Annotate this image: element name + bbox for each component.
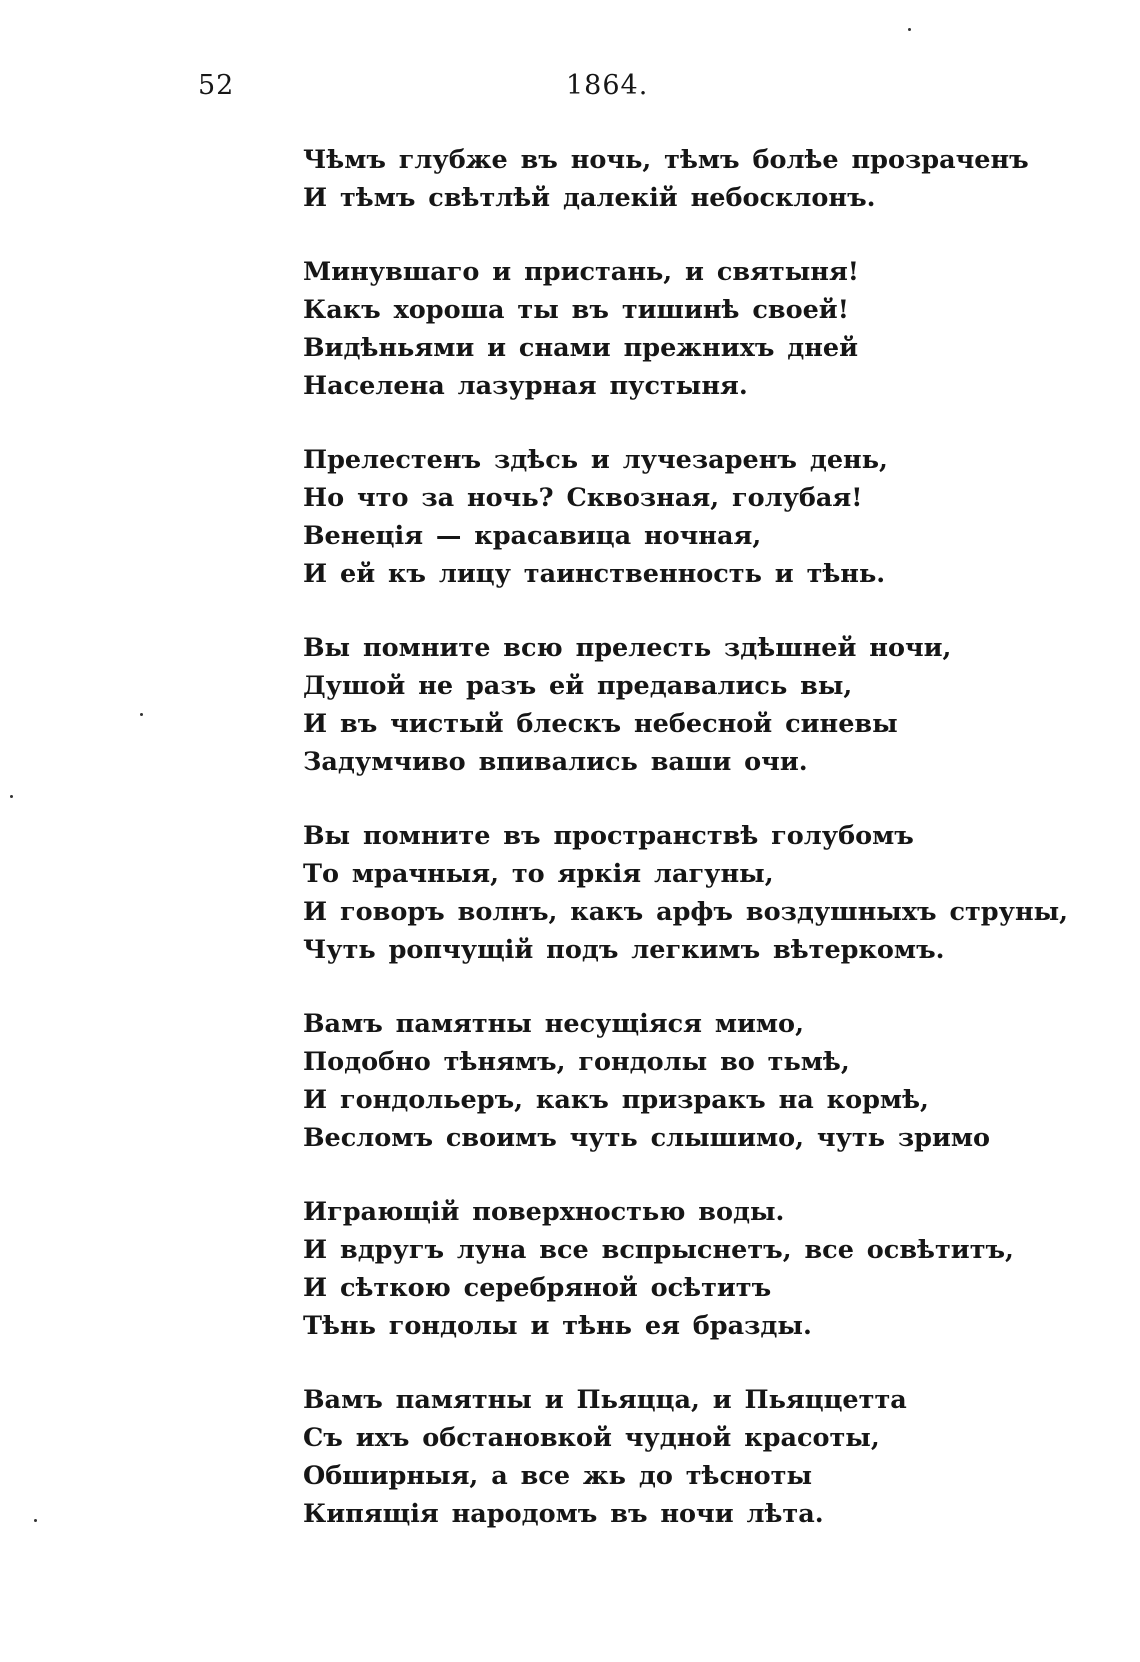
scan-speck: [140, 713, 143, 716]
poem-line: Вамъ памятны несущіяся мимо,: [303, 1009, 804, 1039]
poem-line: Чѣмъ глубже въ ночь, тѣмъ болѣе прозраченъ: [303, 145, 1029, 175]
poem-line: Прелестенъ здѣсь и лучезаренъ день,: [303, 445, 888, 475]
scan-speck: [34, 1519, 37, 1522]
poem-line: Населена лазурная пустыня.: [303, 371, 748, 401]
stanza-6: [303, 1005, 1103, 1157]
poem-line: Кипящія народомъ въ ночи лѣта.: [303, 1499, 824, 1529]
poem-line: Вы помните всю прелесть здѣшней ночи,: [303, 633, 952, 663]
poem-line: Чуть ропчущій подъ легкимъ вѣтеркомъ.: [303, 935, 945, 965]
poem-line: И тѣмъ свѣтлѣй далекій небосклонъ.: [303, 183, 876, 213]
poem-line: И вдругъ луна все вспрыснетъ, все освѣтитъ,: [303, 1235, 1014, 1265]
poem-line: И гондольеръ, какъ призракъ на кормѣ,: [303, 1085, 929, 1115]
page-number: 52: [198, 70, 235, 101]
scan-speck: [908, 28, 911, 31]
stanza-5: [303, 817, 1103, 969]
stanza-8: [303, 1381, 1103, 1533]
poem-line: И въ чистый блескъ небесной синевы: [303, 709, 898, 739]
poem-line: Подобно тѣнямъ, гондолы во тьмѣ,: [303, 1047, 850, 1077]
poem-line: Играющій поверхностью воды.: [303, 1197, 785, 1227]
poem-line: Съ ихъ обстановкой чудной красоты,: [303, 1423, 880, 1453]
poem-line: Обширныя, а все жь до тѣсноты: [303, 1461, 813, 1491]
running-header-year: 1864.: [566, 70, 649, 101]
poem-line: Видѣньями и снами прежнихъ дней: [303, 333, 859, 363]
poem-line: Минувшаго и пристань, и святыня!: [303, 257, 859, 287]
scan-speck: [10, 795, 13, 798]
stanza-3: [303, 441, 1103, 593]
stanza-2: [303, 253, 1103, 405]
poem-line: Венеція — красавица ночная,: [303, 521, 762, 551]
stanza-7: [303, 1193, 1103, 1345]
poem-line: Вы помните въ пространствѣ голубомъ: [303, 821, 914, 851]
poem-line: Тѣнь гондолы и тѣнь ея бразды.: [303, 1311, 812, 1341]
poem-line: И говоръ волнъ, какъ арфъ воздушныхъ струны,: [303, 897, 1069, 927]
poem-line: Вамъ памятны и Пьяцца, и Пьяццетта: [303, 1385, 907, 1415]
poem-line: Весломъ своимъ чуть слышимо, чуть зримо: [303, 1123, 991, 1153]
poem-line: И сѣткою серебряной осѣтитъ: [303, 1273, 772, 1303]
poem-line: То мрачныя, то яркія лагуны,: [303, 859, 774, 889]
poem-line: Но что за ночь? Сквозная, голубая!: [303, 483, 863, 513]
stanza-4: [303, 629, 1103, 781]
poem-line: И ей къ лицу таинственность и тѣнь.: [303, 559, 886, 589]
stanza-1: [303, 141, 1103, 217]
poem: [303, 141, 1103, 1569]
poem-line: Душой не разъ ей предавались вы,: [303, 671, 853, 701]
poem-line: Какъ хороша ты въ тишинѣ своей!: [303, 295, 849, 325]
poem-line: Задумчиво впивались ваши очи.: [303, 747, 808, 777]
